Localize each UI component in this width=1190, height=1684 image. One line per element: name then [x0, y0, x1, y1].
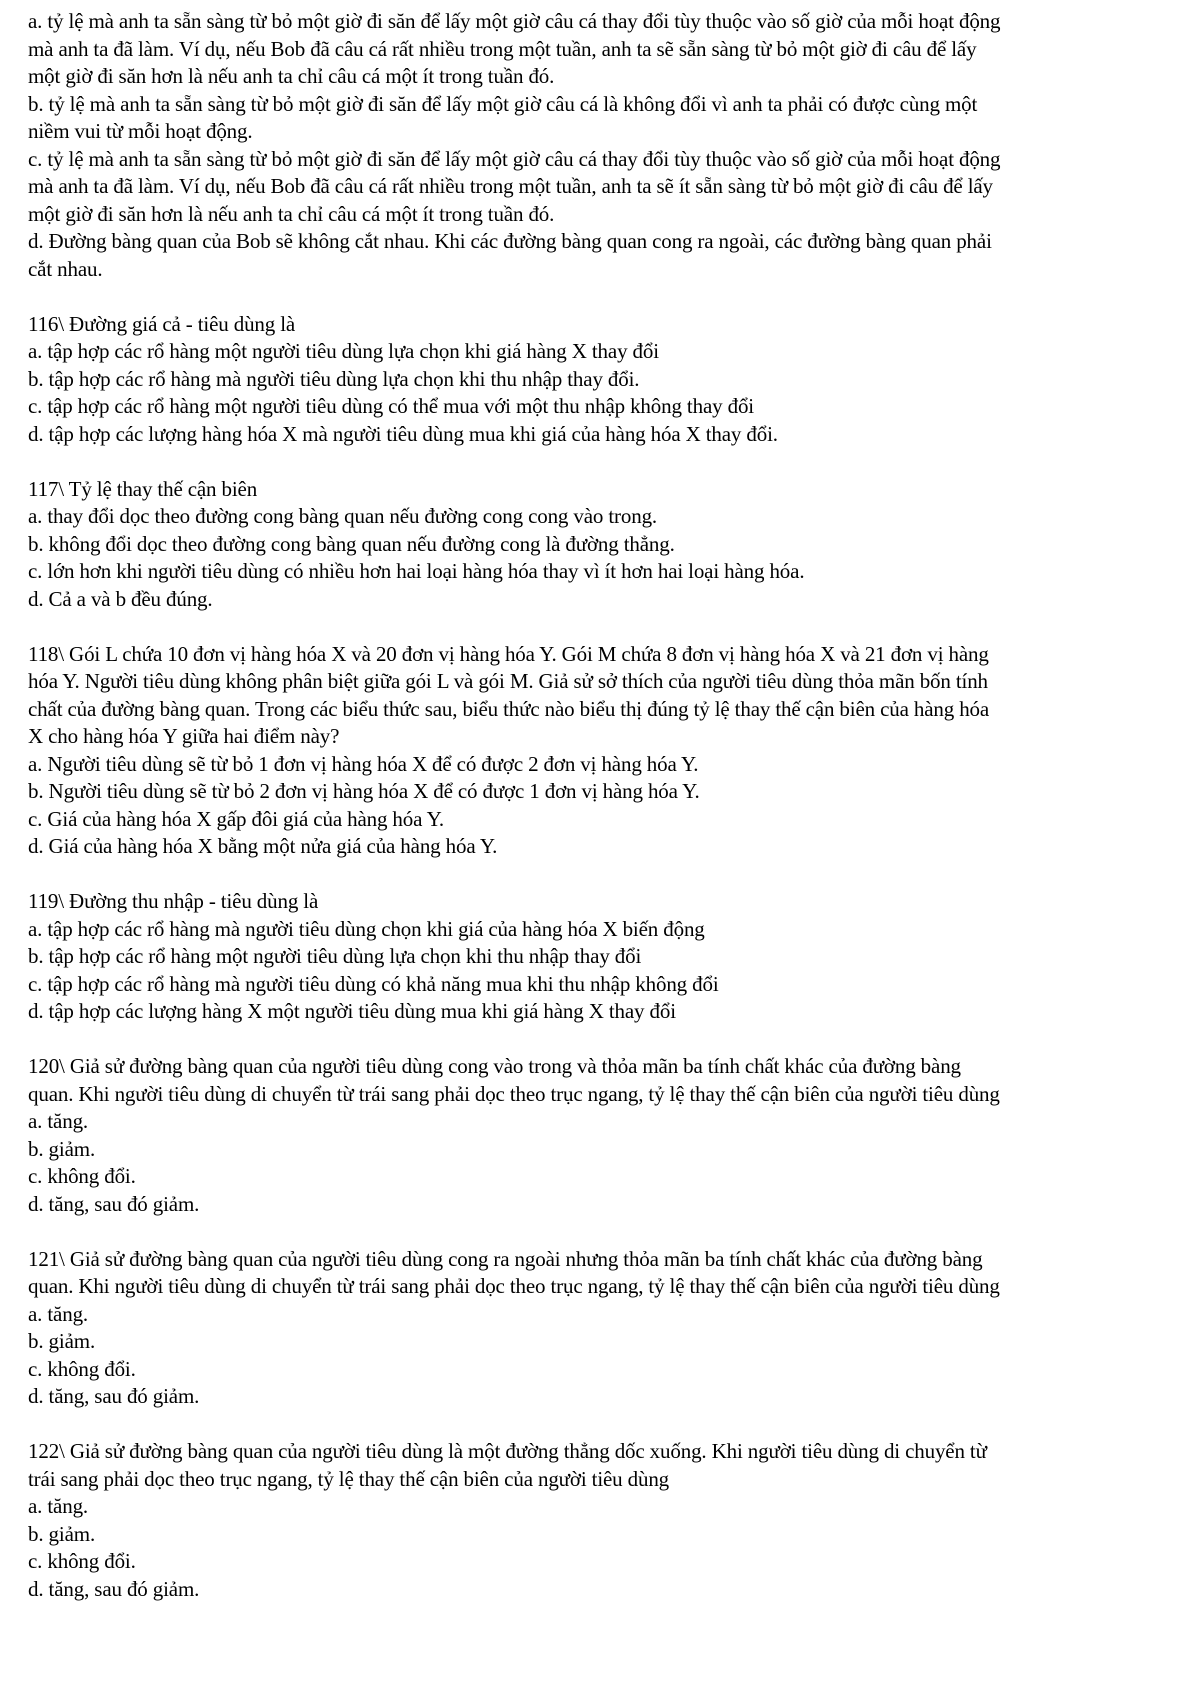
question-stem: X cho hàng hóa Y giữa hai điểm này? — [28, 724, 340, 748]
question-stem: quan. Khi người tiêu dùng di chuyển từ trái sang phải dọc theo trục ngang, tỷ lệ thay thế cận biên của người tiêu dùng — [28, 1274, 1000, 1298]
answer-option-b: b. giảm. — [28, 1521, 96, 1546]
text-line: cắt nhau. — [28, 256, 103, 281]
answer-option-b: b. giảm. — [28, 1329, 96, 1353]
text-line: mà anh ta đã làm. Ví dụ, nếu Bob đã câu cá rất nhiều trong một tuần, anh ta sẽ ít sẵn sàng từ bỏ một giờ đi câu để lấy — [28, 174, 993, 198]
answer-option-a: a. thay đổi dọc theo đường cong bàng quan nếu đường cong cong vào trong. — [28, 504, 658, 528]
text-line: một giờ đi săn hơn là nếu anh ta chỉ câu cá một ít trong tuần đó. — [28, 201, 555, 226]
answer-option-a: a. tập hợp các rổ hàng mà người tiêu dùng chọn khi giá của hàng hóa X biến động — [28, 916, 705, 941]
question-117 — [28, 476, 1176, 614]
answer-option-d: d. tăng, sau đó giảm. — [28, 1384, 200, 1408]
answer-option-d: d. tập hợp các lượng hàng hóa X mà người tiêu dùng mua khi giá của hàng hóa X thay đổi. — [28, 421, 778, 446]
question-stem: 116\ Đường giá cả - tiêu dùng là — [28, 311, 296, 336]
answer-option-a: a. Người tiêu dùng sẽ từ bỏ 1 đơn vị hàng hóa X để có được 2 đơn vị hàng hóa Y. — [28, 751, 699, 776]
question-stem: 122\ Giả sử đường bàng quan của người tiêu dùng là một đường thẳng dốc xuống. Khi người tiêu dùng di chuyển từ — [28, 1439, 987, 1463]
text-line: d. Đường bàng quan của Bob sẽ không cắt nhau. Khi các đường bàng quan cong ra ngoài, các đường bàng quan phải — [28, 229, 992, 253]
answer-option-c: c. không đổi. — [28, 1356, 136, 1381]
answer-option-b: b. Người tiêu dùng sẽ từ bỏ 2 đơn vị hàng hóa X để có được 1 đơn vị hàng hóa Y. — [28, 779, 700, 803]
question-stem: 118\ Gói L chứa 10 đơn vị hàng hóa X và 20 đơn vị hàng hóa Y. Gói M chứa 8 đơn vị hàng hóa X và 21 đơn vị hàng — [28, 641, 989, 666]
question-stem: trái sang phải dọc theo trục ngang, tỷ lệ thay thế cận biên của người tiêu dùng — [28, 1466, 670, 1491]
answer-option-c: c. Giá của hàng hóa X gấp đôi giá của hàng hóa Y. — [28, 806, 445, 831]
answer-option-c: c. lớn hơn khi người tiêu dùng có nhiều hơn hai loại hàng hóa thay vì ít hơn hai loại hàng hóa. — [28, 559, 805, 583]
answer-option-c: c. tập hợp các rổ hàng một người tiêu dùng có thể mua với một thu nhập không thay đổi — [28, 394, 754, 418]
question-stem: chất của đường bàng quan. Trong các biểu thức sau, biểu thức nào biểu thị đúng tỷ lệ thay thế cận biên của hàng hóa — [28, 696, 990, 721]
answer-option-a: a. tăng. — [28, 1301, 89, 1326]
answer-option-c: c. tập hợp các rổ hàng mà người tiêu dùng có khả năng mua khi thu nhập không đổi — [28, 971, 719, 996]
question-stem: quan. Khi người tiêu dùng di chuyển từ trái sang phải dọc theo trục ngang, tỷ lệ thay thế cận biên của người tiêu dùng — [28, 1081, 1000, 1106]
text-line: a. tỷ lệ mà anh ta sẵn sàng từ bỏ một giờ đi săn để lấy một giờ câu cá thay đổi tùy thuộc vào số giờ của mỗi hoạt động — [28, 9, 1001, 33]
text-line: niềm vui từ mỗi hoạt động. — [28, 119, 253, 143]
text-line: một giờ đi săn hơn là nếu anh ta chỉ câu cá một ít trong tuần đó. — [28, 64, 555, 88]
answer-option-b: b. tập hợp các rổ hàng một người tiêu dùng lựa chọn khi thu nhập thay đổi — [28, 944, 642, 968]
intro-answer-options — [28, 8, 1176, 283]
answer-option-d: d. Cả a và b đều đúng. — [28, 586, 213, 611]
answer-option-d: d. Giá của hàng hóa X bằng một nửa giá của hàng hóa Y. — [28, 834, 498, 858]
text-line: mà anh ta đã làm. Ví dụ, nếu Bob đã câu cá rất nhiều trong một tuần, anh ta sẽ sẵn sàng từ bỏ một giờ đi câu để lấy — [28, 36, 977, 61]
answer-option-b: b. giảm. — [28, 1136, 96, 1161]
question-stem: 121\ Giả sử đường bàng quan của người tiêu dùng cong ra ngoài nhưng thỏa mãn ba tính chất khác của đường bàng — [28, 1246, 983, 1271]
question-stem: 120\ Giả sử đường bàng quan của người tiêu dùng cong vào trong và thỏa mãn ba tính chất khác của đường bàng — [28, 1054, 961, 1078]
question-121 — [28, 1246, 1176, 1411]
answer-option-d: d. tăng, sau đó giảm. — [28, 1191, 200, 1216]
answer-option-b: b. tập hợp các rổ hàng mà người tiêu dùng lựa chọn khi thu nhập thay đổi. — [28, 366, 640, 391]
question-stem: 117\ Tỷ lệ thay thế cận biên — [28, 476, 258, 501]
answer-option-a: a. tăng. — [28, 1494, 89, 1518]
answer-option-b: b. không đổi dọc theo đường cong bàng quan nếu đường cong là đường thẳng. — [28, 531, 675, 556]
question-stem: 119\ Đường thu nhập - tiêu dùng là — [28, 889, 319, 913]
answer-option-c: c. không đổi. — [28, 1549, 136, 1573]
question-118 — [28, 641, 1176, 861]
question-120 — [28, 1053, 1176, 1218]
document-page — [28, 8, 1176, 1603]
question-122 — [28, 1438, 1176, 1603]
question-116 — [28, 311, 1176, 449]
question-stem: hóa Y. Người tiêu dùng không phân biệt giữa gói L và gói M. Giả sử sở thích của người tiêu dùng thỏa mãn bốn tính — [28, 669, 988, 693]
text-line: b. tỷ lệ mà anh ta sẵn sàng từ bỏ một giờ đi săn để lấy một giờ câu cá là không đổi vì anh ta phải có được cùng một — [28, 91, 978, 116]
question-119 — [28, 888, 1176, 1026]
answer-option-c: c. không đổi. — [28, 1164, 136, 1188]
answer-option-d: d. tập hợp các lượng hàng X một người tiêu dùng mua khi giá hàng X thay đổi — [28, 999, 676, 1023]
answer-option-d: d. tăng, sau đó giảm. — [28, 1576, 200, 1601]
text-line: c. tỷ lệ mà anh ta sẵn sàng từ bỏ một giờ đi săn để lấy một giờ câu cá thay đổi tùy thuộc vào số giờ của mỗi hoạt động — [28, 146, 1001, 171]
answer-option-a: a. tăng. — [28, 1109, 89, 1133]
answer-option-a: a. tập hợp các rổ hàng một người tiêu dùng lựa chọn khi giá hàng X thay đổi — [28, 339, 659, 363]
